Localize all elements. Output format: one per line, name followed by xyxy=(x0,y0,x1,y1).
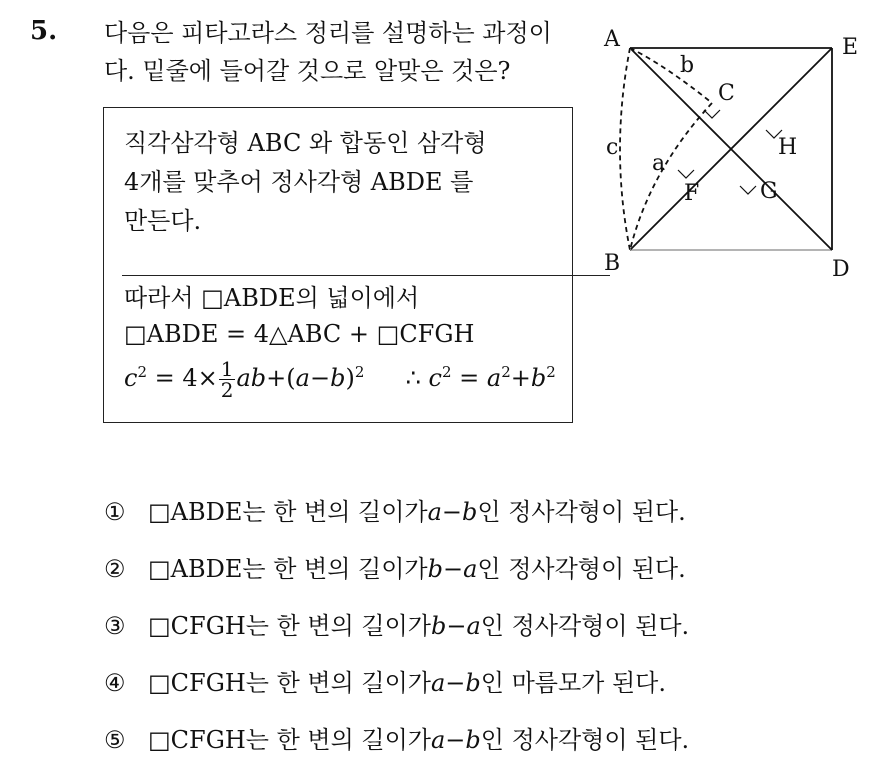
choice-4[interactable] xyxy=(104,654,689,711)
proof-line-4: 따라서 □ABDE의 넓이에서 xyxy=(124,284,420,312)
arc-c xyxy=(620,48,630,250)
var-1: a xyxy=(430,668,446,697)
operator: − xyxy=(445,668,466,697)
var-2: a xyxy=(463,554,478,583)
choice-shape: □ABDE xyxy=(148,497,243,526)
choice-number: ① xyxy=(104,497,126,526)
choice-shape: □ABDE xyxy=(148,554,243,583)
operator: − xyxy=(442,554,464,583)
eq-c2: c xyxy=(428,364,442,392)
fraction-half xyxy=(219,359,236,400)
choice-tail: 인 정사각형이 된다. xyxy=(477,554,686,583)
eq-a2: a xyxy=(486,364,502,392)
choice-number: ④ xyxy=(104,668,126,697)
proof-box xyxy=(103,107,573,423)
eq-a: a xyxy=(295,364,310,392)
proof-line-1: 직각삼각형 ABC 와 합동인 삼각형 xyxy=(124,129,487,157)
choice-number: ⑤ xyxy=(104,725,126,754)
eq-equals-2: = xyxy=(451,364,487,392)
choice-shape: □CFGH xyxy=(148,725,246,754)
pythagoras-equation xyxy=(124,354,556,400)
operator: − xyxy=(441,497,463,526)
label-a: a xyxy=(652,151,666,176)
eq-plus-2: + xyxy=(510,364,531,392)
choice-shape: □CFGH xyxy=(148,668,246,697)
choice-text: 는 한 변의 길이가 xyxy=(245,725,431,754)
var-1: a xyxy=(430,725,446,754)
choice-3[interactable] xyxy=(104,597,689,654)
label-H: H xyxy=(778,135,798,160)
eq-c: c xyxy=(124,364,138,392)
right-angle-G xyxy=(740,186,756,194)
question-text xyxy=(104,14,584,90)
label-G: G xyxy=(760,179,778,204)
eq-ab: ab xyxy=(236,364,267,392)
right-angle-C xyxy=(704,110,720,118)
answer-choices xyxy=(104,483,689,768)
choice-tail: 인 정사각형이 된다. xyxy=(480,611,690,640)
eq-b: b xyxy=(330,364,346,392)
var-1: a xyxy=(427,497,442,526)
operator: − xyxy=(445,725,466,754)
var-2: b xyxy=(465,725,481,754)
eq-plus-paren: +( xyxy=(266,364,296,392)
question-line-2: 다. 밑줄에 들어갈 것으로 알맞은 것은? xyxy=(104,57,511,85)
label-c: c xyxy=(606,135,619,160)
choice-tail: 인 정사각형이 된다. xyxy=(480,725,690,754)
area-equation: □ABDE = 4△ABC + □CFGH xyxy=(124,320,475,348)
question-number: 5. xyxy=(30,16,58,46)
eq-b2-exp: 2 xyxy=(546,363,556,381)
var-2: b xyxy=(462,497,478,526)
eq-c2-exp: 2 xyxy=(442,363,452,381)
var-2: a xyxy=(466,611,481,640)
var-1: b xyxy=(427,554,443,583)
label-D: D xyxy=(832,257,850,282)
choice-shape: □CFGH xyxy=(148,611,246,640)
proof-derivation xyxy=(124,280,556,400)
eq-equals: = 4× xyxy=(147,364,218,392)
arc-b xyxy=(630,48,712,103)
arc-a xyxy=(630,103,712,250)
label-b: b xyxy=(680,53,695,78)
choice-text: 는 한 변의 길이가 xyxy=(242,497,428,526)
choice-number: ③ xyxy=(104,611,126,640)
choice-tail: 인 정사각형이 된다. xyxy=(477,497,686,526)
label-B: B xyxy=(604,251,621,276)
label-A: A xyxy=(604,27,620,52)
choice-text: 는 한 변의 길이가 xyxy=(245,611,431,640)
operator: − xyxy=(446,611,467,640)
choice-number: ② xyxy=(104,554,126,583)
question-line-1: 다음은 피타고라스 정리를 설명하는 과정이 xyxy=(104,19,552,47)
fraction-numerator: 1 xyxy=(220,357,234,381)
proof-intro xyxy=(124,124,564,241)
eq-paren-exp: 2 xyxy=(354,363,365,381)
eq-close-paren: ) xyxy=(345,364,355,392)
eq-minus: − xyxy=(309,364,331,392)
choice-5[interactable] xyxy=(104,711,689,768)
choice-1[interactable] xyxy=(104,483,689,540)
choice-text: 는 한 변의 길이가 xyxy=(245,668,431,697)
pythagoras-figure xyxy=(596,20,884,290)
proof-line-2: 4개를 맞추어 정사각형 ABDE 를 xyxy=(124,168,474,196)
var-2: b xyxy=(465,668,481,697)
eq-c-exp: 2 xyxy=(137,363,147,381)
fraction-denominator: 2 xyxy=(220,378,234,402)
choice-2[interactable] xyxy=(104,540,689,597)
label-E: E xyxy=(842,35,859,60)
eq-b2: b xyxy=(530,364,547,392)
choice-tail: 인 마름모가 된다. xyxy=(480,668,666,697)
separator-line xyxy=(122,275,610,276)
therefore-symbol: ∴ xyxy=(405,364,429,392)
right-angle-F xyxy=(678,170,694,178)
label-C: C xyxy=(718,81,735,106)
var-1: b xyxy=(430,611,447,640)
label-F: F xyxy=(684,181,700,206)
eq-a2-exp: 2 xyxy=(501,363,511,381)
choice-text: 는 한 변의 길이가 xyxy=(242,554,428,583)
proof-line-3: 만든다. xyxy=(124,207,202,235)
